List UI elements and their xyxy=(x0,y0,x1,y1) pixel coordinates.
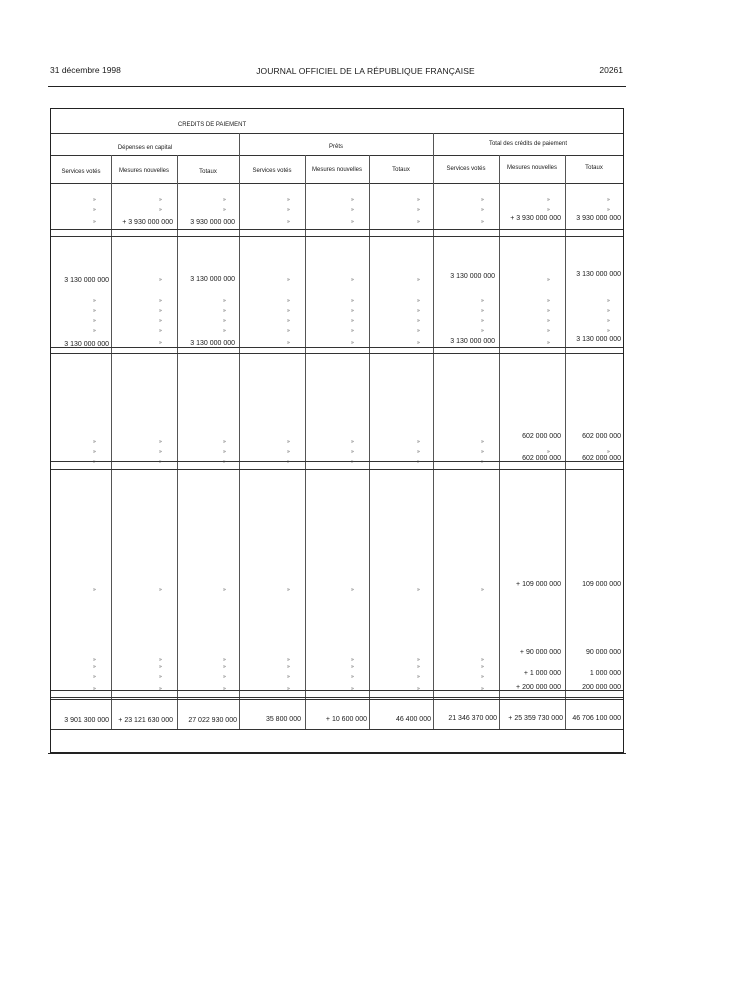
cell-value: 3 130 000 000 xyxy=(576,271,621,278)
empty-cell-mark: » xyxy=(481,664,484,670)
group-header: Total des crédits de paiement xyxy=(488,141,568,147)
empty-cell-mark: » xyxy=(351,449,354,455)
empty-cell-mark: » xyxy=(417,587,420,593)
grand-total: 21 346 370 000 xyxy=(448,715,497,722)
empty-cell-mark: » xyxy=(93,449,96,455)
empty-cell-mark: » xyxy=(417,328,420,334)
empty-cell-mark: » xyxy=(223,657,226,663)
group-header: Dépenses en capital xyxy=(117,145,173,151)
empty-cell-mark: » xyxy=(351,308,354,314)
group-header: Prêts xyxy=(328,144,343,150)
empty-cell-mark: » xyxy=(159,328,162,334)
empty-cell-mark: » xyxy=(351,219,354,225)
column-header: Mesures nouvelles xyxy=(506,165,558,171)
empty-cell-mark: » xyxy=(93,207,96,213)
empty-cell-mark: » xyxy=(547,340,550,346)
empty-cell-mark: » xyxy=(159,318,162,324)
empty-cell-mark: » xyxy=(547,298,550,304)
grand-total: 35 800 000 xyxy=(265,716,301,723)
empty-cell-mark: » xyxy=(93,197,96,203)
header-divider xyxy=(51,183,623,184)
section-separator xyxy=(51,469,623,470)
empty-cell-mark: » xyxy=(481,219,484,225)
cell-value: 1 000 000 xyxy=(589,670,621,677)
cell-value: 602 000 000 xyxy=(582,433,621,440)
empty-cell-mark: » xyxy=(481,439,484,445)
page-number: 20261 xyxy=(599,65,623,75)
empty-cell-mark: » xyxy=(607,298,610,304)
empty-cell-mark: » xyxy=(287,219,290,225)
empty-cell-mark: » xyxy=(481,587,484,593)
empty-cell-mark: » xyxy=(417,219,420,225)
empty-cell-mark: » xyxy=(223,587,226,593)
empty-cell-mark: » xyxy=(93,587,96,593)
empty-cell-mark: » xyxy=(93,298,96,304)
empty-cell-mark: » xyxy=(417,298,420,304)
cell-value: + 3 930 000 000 xyxy=(122,219,173,226)
empty-cell-mark: » xyxy=(159,277,162,283)
empty-cell-mark: » xyxy=(223,686,226,692)
empty-cell-mark: » xyxy=(351,207,354,213)
grand-total: + 10 600 000 xyxy=(325,716,367,723)
empty-cell-mark: » xyxy=(351,459,354,465)
empty-cell-mark: » xyxy=(547,207,550,213)
empty-cell-mark: » xyxy=(481,207,484,213)
cell-value: + 200 000 000 xyxy=(516,684,561,691)
empty-cell-mark: » xyxy=(417,657,420,663)
cell-value: 3 930 000 000 xyxy=(190,219,235,226)
empty-cell-mark: » xyxy=(287,298,290,304)
empty-cell-mark: » xyxy=(287,439,290,445)
empty-cell-mark: » xyxy=(159,197,162,203)
empty-cell-mark: » xyxy=(287,657,290,663)
empty-cell-mark: » xyxy=(607,308,610,314)
empty-cell-mark: » xyxy=(417,439,420,445)
empty-cell-mark: » xyxy=(481,328,484,334)
empty-cell-mark: » xyxy=(223,664,226,670)
empty-cell-mark: » xyxy=(351,277,354,283)
empty-cell-mark: » xyxy=(93,318,96,324)
empty-cell-mark: » xyxy=(93,308,96,314)
empty-cell-mark: » xyxy=(287,277,290,283)
cell-value: + 1 000 000 xyxy=(523,670,561,677)
empty-cell-mark: » xyxy=(159,664,162,670)
empty-cell-mark: » xyxy=(351,657,354,663)
empty-cell-mark: » xyxy=(287,197,290,203)
empty-cell-mark: » xyxy=(287,664,290,670)
section-separator xyxy=(51,353,623,354)
cell-value: + 3 930 000 000 xyxy=(510,215,561,222)
super-header: CREDITS DE PAIEMENT xyxy=(177,122,247,128)
cell-value: 109 000 000 xyxy=(582,581,621,588)
empty-cell-mark: » xyxy=(223,318,226,324)
empty-cell-mark: » xyxy=(223,207,226,213)
empty-cell-mark: » xyxy=(417,449,420,455)
empty-cell-mark: » xyxy=(159,298,162,304)
empty-cell-mark: » xyxy=(417,207,420,213)
column-header: Services votés xyxy=(61,169,101,175)
column-divider xyxy=(111,155,112,729)
grand-total: + 23 121 630 000 xyxy=(118,717,173,724)
column-header: Totaux xyxy=(199,169,217,175)
cell-value: 3 130 000 000 xyxy=(64,277,109,284)
empty-cell-mark: » xyxy=(159,459,162,465)
empty-cell-mark: » xyxy=(481,459,484,465)
column-divider xyxy=(369,155,370,729)
empty-cell-mark: » xyxy=(547,197,550,203)
header-divider xyxy=(51,155,623,156)
column-divider xyxy=(499,155,500,729)
column-header: Services votés xyxy=(446,166,486,172)
group-divider xyxy=(239,133,240,729)
grand-total: + 25 359 730 000 xyxy=(508,715,563,722)
page-date: 31 décembre 1998 xyxy=(50,65,121,75)
empty-cell-mark: » xyxy=(417,197,420,203)
empty-cell-mark: » xyxy=(481,449,484,455)
cell-value: + 109 000 000 xyxy=(516,581,561,588)
footer-rule xyxy=(48,753,626,754)
empty-cell-mark: » xyxy=(417,664,420,670)
cell-value: + 90 000 000 xyxy=(519,649,561,656)
empty-cell-mark: » xyxy=(417,686,420,692)
empty-cell-mark: » xyxy=(351,674,354,680)
empty-cell-mark: » xyxy=(93,439,96,445)
empty-cell-mark: » xyxy=(607,318,610,324)
cell-value: 3 130 000 000 xyxy=(190,340,235,347)
empty-cell-mark: » xyxy=(159,207,162,213)
empty-cell-mark: » xyxy=(351,587,354,593)
section-separator xyxy=(51,229,623,230)
empty-cell-mark: » xyxy=(287,340,290,346)
cell-value: 90 000 000 xyxy=(585,649,621,656)
cell-value: 200 000 000 xyxy=(582,684,621,691)
cell-value: 3 130 000 000 xyxy=(450,273,495,280)
empty-cell-mark: » xyxy=(93,664,96,670)
empty-cell-mark: » xyxy=(159,340,162,346)
section-separator xyxy=(51,697,623,700)
empty-cell-mark: » xyxy=(159,308,162,314)
empty-cell-mark: » xyxy=(93,674,96,680)
empty-cell-mark: » xyxy=(351,328,354,334)
empty-cell-mark: » xyxy=(547,328,550,334)
cell-value: 3 130 000 000 xyxy=(64,341,109,348)
empty-cell-mark: » xyxy=(607,328,610,334)
empty-cell-mark: » xyxy=(417,308,420,314)
column-divider xyxy=(177,155,178,729)
section-separator xyxy=(51,729,623,730)
empty-cell-mark: » xyxy=(287,318,290,324)
empty-cell-mark: » xyxy=(351,197,354,203)
cell-value: 3 130 000 000 xyxy=(190,276,235,283)
column-header: Mesures nouvelles xyxy=(118,168,170,174)
header-rule xyxy=(48,86,626,87)
empty-cell-mark: » xyxy=(93,657,96,663)
empty-cell-mark: » xyxy=(287,674,290,680)
empty-cell-mark: » xyxy=(223,197,226,203)
empty-cell-mark: » xyxy=(481,308,484,314)
empty-cell-mark: » xyxy=(351,340,354,346)
cell-value: 3 130 000 000 xyxy=(576,336,621,343)
empty-cell-mark: » xyxy=(223,674,226,680)
empty-cell-mark: » xyxy=(287,587,290,593)
grand-total: 3 901 300 000 xyxy=(64,717,109,724)
empty-cell-mark: » xyxy=(481,674,484,680)
empty-cell-mark: » xyxy=(547,277,550,283)
empty-cell-mark: » xyxy=(481,197,484,203)
grand-total: 46 706 100 000 xyxy=(572,715,621,722)
empty-cell-mark: » xyxy=(159,674,162,680)
column-header: Totaux xyxy=(392,167,410,173)
empty-cell-mark: » xyxy=(607,207,610,213)
empty-cell-mark: » xyxy=(547,308,550,314)
column-divider xyxy=(565,155,566,729)
empty-cell-mark: » xyxy=(481,318,484,324)
column-divider xyxy=(305,155,306,729)
empty-cell-mark: » xyxy=(159,686,162,692)
empty-cell-mark: » xyxy=(351,686,354,692)
empty-cell-mark: » xyxy=(223,439,226,445)
section-separator xyxy=(51,347,623,348)
section-separator xyxy=(51,236,623,237)
empty-cell-mark: » xyxy=(417,674,420,680)
empty-cell-mark: » xyxy=(93,328,96,334)
column-header: Services votés xyxy=(252,168,292,174)
cell-value: 602 000 000 xyxy=(582,455,621,462)
empty-cell-mark: » xyxy=(287,686,290,692)
empty-cell-mark: » xyxy=(417,277,420,283)
empty-cell-mark: » xyxy=(223,459,226,465)
empty-cell-mark: » xyxy=(481,298,484,304)
empty-cell-mark: » xyxy=(547,318,550,324)
group-divider xyxy=(433,133,434,729)
empty-cell-mark: » xyxy=(481,657,484,663)
empty-cell-mark: » xyxy=(417,459,420,465)
empty-cell-mark: » xyxy=(223,328,226,334)
cell-value: 3 930 000 000 xyxy=(576,215,621,222)
empty-cell-mark: » xyxy=(481,686,484,692)
empty-cell-mark: » xyxy=(287,207,290,213)
empty-cell-mark: » xyxy=(223,298,226,304)
empty-cell-mark: » xyxy=(547,449,550,455)
column-header: Mesures nouvelles xyxy=(311,167,363,173)
empty-cell-mark: » xyxy=(93,219,96,225)
empty-cell-mark: » xyxy=(287,328,290,334)
credits-table xyxy=(50,108,624,753)
empty-cell-mark: » xyxy=(287,308,290,314)
grand-total: 46 400 000 xyxy=(395,716,431,723)
cell-value: 3 130 000 000 xyxy=(450,338,495,345)
grand-total: 27 022 930 000 xyxy=(188,717,237,724)
empty-cell-mark: » xyxy=(159,657,162,663)
empty-cell-mark: » xyxy=(351,298,354,304)
empty-cell-mark: » xyxy=(351,664,354,670)
cell-value: 602 000 000 xyxy=(522,433,561,440)
empty-cell-mark: » xyxy=(93,686,96,692)
empty-cell-mark: » xyxy=(287,449,290,455)
empty-cell-mark: » xyxy=(417,318,420,324)
empty-cell-mark: » xyxy=(159,439,162,445)
empty-cell-mark: » xyxy=(287,459,290,465)
journal-title: JOURNAL OFFICIEL DE LA RÉPUBLIQUE FRANÇAISE xyxy=(256,66,475,76)
empty-cell-mark: » xyxy=(223,308,226,314)
empty-cell-mark: » xyxy=(607,449,610,455)
header-divider xyxy=(51,133,623,134)
column-header: Totaux xyxy=(585,165,603,171)
empty-cell-mark: » xyxy=(351,318,354,324)
empty-cell-mark: » xyxy=(159,449,162,455)
empty-cell-mark: » xyxy=(93,459,96,465)
empty-cell-mark: » xyxy=(607,197,610,203)
empty-cell-mark: » xyxy=(159,587,162,593)
empty-cell-mark: » xyxy=(417,340,420,346)
empty-cell-mark: » xyxy=(351,439,354,445)
cell-value: 602 000 000 xyxy=(522,455,561,462)
empty-cell-mark: » xyxy=(223,449,226,455)
